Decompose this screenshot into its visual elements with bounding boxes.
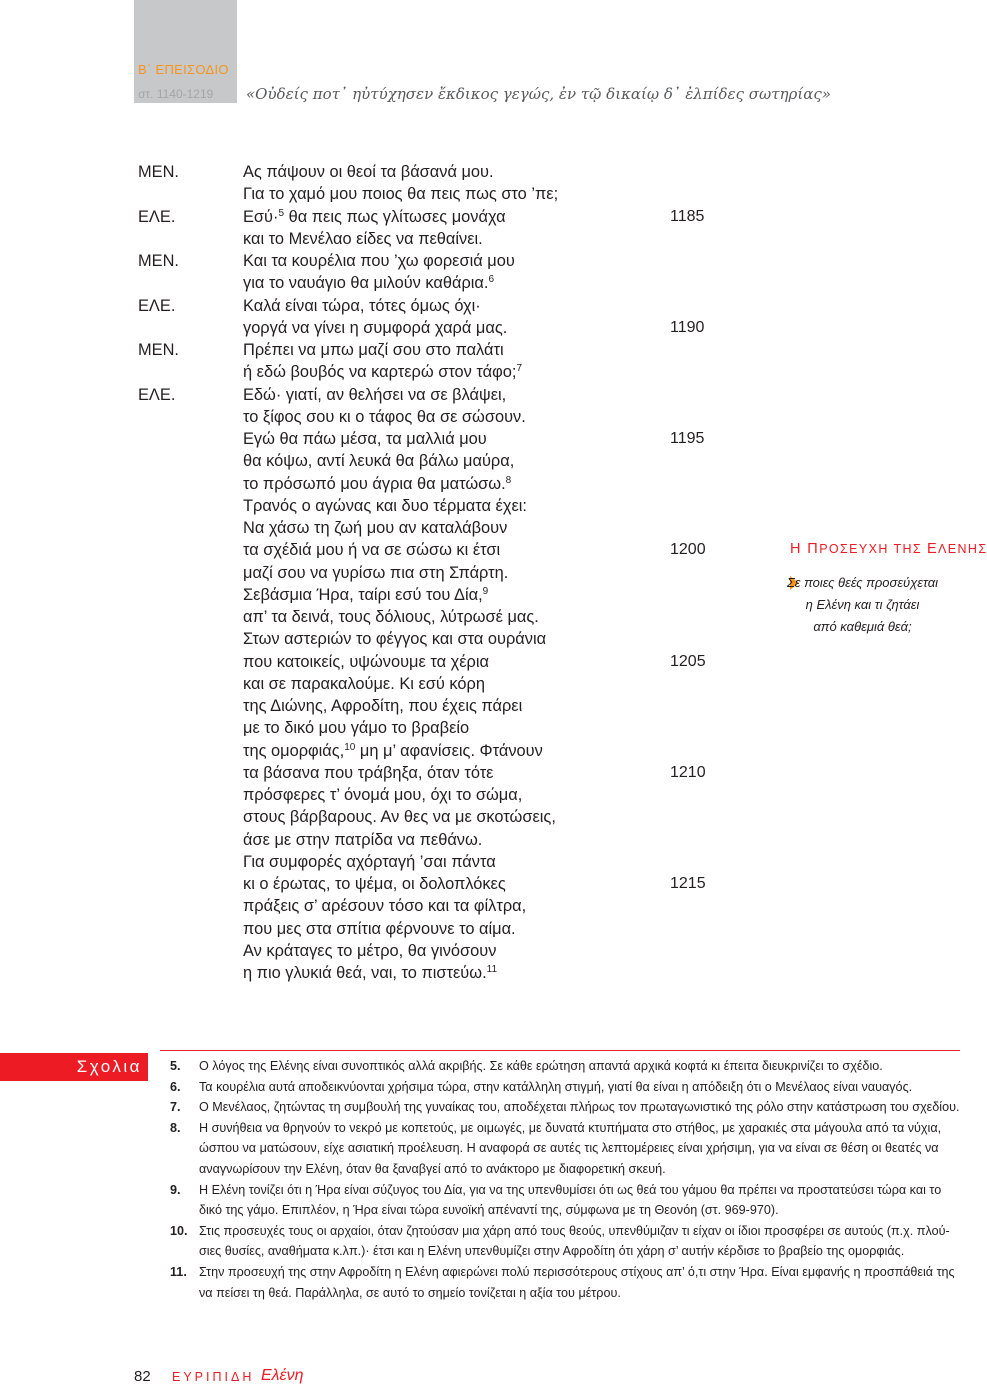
verse-text-main: απ’ τα δεινά, τους δόλιους, λύτρωσέ μας. [243, 608, 539, 626]
verse-line [0, 317, 760, 339]
footer-title: Ελένη [261, 1367, 304, 1384]
verse-text-main: με το δικό μου γάμο το βραβείο [243, 719, 470, 738]
verse-text-line [243, 962, 497, 984]
verse-text-line [243, 161, 494, 183]
verse-text-line [243, 539, 500, 561]
verse-text-line [243, 361, 522, 383]
verse-line-number: 1185 [670, 207, 705, 225]
verse-text-line [243, 183, 558, 205]
verse-text-main: πράξεις σ’ αρέσουν τόσο και τα φίλτρα, [243, 897, 527, 916]
sidebar-question [760, 572, 965, 638]
verse-text-line [243, 895, 526, 917]
verse-line [0, 517, 760, 539]
verse-text-main: Να χάσω τη ζωή μου αν καταλάβουν [243, 519, 508, 537]
verse-text-main: θα κόψω, αντί λευκά θα βάλω μαύρα, [243, 452, 515, 471]
verse-text-line [243, 717, 469, 739]
scholia-note-line [0, 1221, 960, 1242]
verse-text-main: κι ο έρωτας, το ψέμα, οι δολοπλόκες [243, 875, 506, 893]
verse-text-line [243, 829, 482, 851]
verse-text-main: Εγώ θα πάω μέσα, τα μαλλιά μου [243, 430, 487, 448]
note-number: 7. [170, 1100, 181, 1115]
note-text: να πείσει τη θεά. Παράλληλα, σε αυτό το σημείο τονίζεται η αξία του μέτρου. [199, 1285, 621, 1300]
note-text: Στις προσευχές τους οι αρχαίοι, όταν ζητούσαν μια χάρη από τους θεούς, υπενθύμιζαν τι είχαν οι ίδιοι προσφέρει σε αυτούς (π.χ. πλού- [199, 1223, 950, 1238]
verse-text-line [243, 740, 543, 762]
verse-text-main: η πιο γλυκιά θεά, ναι, το πιστεύω. [243, 964, 487, 982]
verse-text-line [243, 918, 516, 940]
verse-text-main: και σε παρακαλούμε. Κι εσύ κόρη [243, 674, 485, 693]
verse-text-line [243, 250, 515, 272]
verse-line [0, 584, 760, 606]
verse-line-number: 1205 [670, 652, 706, 670]
verse-line-number: 1190 [670, 318, 705, 336]
verse-line [0, 161, 760, 183]
verse-text-main: το ξίφος σου κι ο τάφος θα σε σώσουν. [243, 407, 526, 426]
verse-text-main: Εσύ· [243, 207, 279, 226]
verse-line [0, 495, 760, 517]
scholia-title: Σχολια [76, 1057, 142, 1076]
sidebar-heading-part: Ε [926, 541, 939, 557]
footnote-marker: 7 [516, 363, 523, 375]
verse-line [0, 361, 760, 383]
verse-text-main: το πρόσωπό μου άγρια θα ματώσω. [243, 474, 506, 493]
verse-text-main: στους βάρβαρους. Αν θες να με σκοτώσεις, [243, 808, 556, 827]
verse-text-main: τα σχέδιά μου ή να σε σώσω κι έτσι [243, 541, 501, 560]
note-text: δικό της γάμο. Επιπλέον, η Ήρα είναι τώρα ευνοϊκή απέναντί της, σύμφωνα με τη Θεονόη (στ. 969-970). [199, 1203, 779, 1218]
verse-text-line [243, 628, 546, 650]
note-text: Τα κουρέλια αυτά αποδεικνύονται χρήσιμα τώρα, στην κατάλληλη στιγμή, γιατί θα είναι η απόδειξη ότι ο Μενέλαος είναι ναυαγός. [199, 1079, 913, 1094]
verse-text-line [243, 517, 507, 539]
footnote-marker: 9 [482, 585, 489, 597]
verse-text-line [243, 651, 489, 673]
verse-line [0, 384, 760, 406]
scholia-note-line [0, 1200, 960, 1221]
verse-line [0, 428, 760, 450]
verse-text-main: και το Μενέλαο είδες να πεθαίνει. [243, 229, 483, 248]
sidebar-heading-part: ΡΟΣΕΥΧΗ ΤΗΣ [819, 542, 927, 556]
verse-line [0, 918, 760, 940]
speaker-label: ΜΕΝ. [138, 163, 179, 181]
verse-line [0, 717, 760, 739]
verse-text-main: Καλά είναι τώρα, τότες όμως όχι· [243, 296, 481, 315]
footnote-marker: 11 [486, 964, 498, 975]
verse-text-main: Στων αστεριών το φέγγος και στα ουράνια [243, 630, 547, 649]
sidebar-question-line: η Ελένη και τι ζητάει [805, 597, 920, 612]
verse-text-line [243, 450, 514, 472]
speaker-label: ΕΛΕ. [138, 207, 176, 226]
verse-text-line [243, 339, 504, 361]
verse-text-main: Και τα κουρέλια που ’χω φορεσιά μου [243, 252, 515, 270]
episode-label: Β΄ ΕΠΕΙΣΟΔΙΟ [138, 62, 229, 77]
verse-line [0, 606, 760, 628]
verse-line [0, 806, 760, 828]
verse-line [0, 250, 760, 272]
scholia-note-line [0, 1159, 960, 1180]
scholia-note-line [0, 1180, 960, 1201]
scholia-note-line [0, 1097, 960, 1118]
note-number: 5. [170, 1059, 181, 1073]
verse-text-main: Για το χαμό μου ποιος θα πεις πως στο ’πε; [243, 185, 559, 204]
verse-line [0, 962, 760, 984]
note-text: σιες θυσίες, αναθήματα κ.λπ.)· έτσι και η Ελένη υπενθυμίζει στην Αφροδίτη ότι χάρη σ’ αυτήν κέρδισε το βραβείο της ομορφιάς. [199, 1244, 905, 1259]
verse-text-line [243, 695, 522, 717]
sidebar-heading-part: Η [790, 541, 802, 557]
verse-line-number: 1210 [670, 763, 706, 781]
speaker-label: ΕΛΕ. [138, 385, 176, 404]
header-quote: «Οὐδείς ποτ᾽ ηὐτύχησεν ἔκδικος γεγώς, ἐν τῷ δικαίῳ δ᾽ ἐλπίδες σωτηρίας» [246, 85, 831, 103]
verse-range: στ. 1140-1219 [138, 87, 214, 101]
verse-line-number: 1200 [670, 541, 706, 559]
verse-line-number: 1195 [670, 430, 705, 447]
verse-text-main: Σεβάσμια Ήρα, ταίρι εσύ του Δία, [243, 585, 483, 604]
note-number: 10. [170, 1223, 188, 1238]
verse-text-line [243, 584, 488, 606]
verse-line [0, 762, 760, 784]
verse-text-line [243, 784, 522, 806]
verse-text-main: Τρανός ο αγώνας και δυο τέρματα έχει: [243, 496, 527, 515]
verse-text-main: τα βάσανα που τράβηξα, όταν τότε [243, 763, 494, 782]
verse-text-main: Για συμφορές αχόρταγή ’σαι πάντα [243, 852, 496, 871]
verse-text-continuation: μη μ’ αφανίσεις. Φτάνουν [355, 741, 543, 760]
scholia-note-line [0, 1283, 960, 1304]
speaker-label: ΜΕΝ. [138, 341, 179, 359]
scholia-note-line [0, 1077, 960, 1098]
verse-text-line [243, 473, 511, 495]
verse-text-line [243, 762, 494, 784]
footnote-marker: 5 [278, 207, 285, 219]
scholia-note-line [0, 1138, 960, 1159]
note-text: Ο λόγος της Ελένης είναι συνοπτικός αλλά ακριβής. Σε κάθε ερώτηση απαντά αρχικά κοφτά κι έπειτα διευκρινίζει το σχέδιο. [199, 1059, 883, 1073]
note-number: 9. [170, 1182, 181, 1197]
verse-line [0, 339, 760, 361]
scholia-note-line [0, 1241, 960, 1262]
speaker-label: ΕΛΕ. [138, 296, 176, 315]
verse-line [0, 539, 760, 561]
page-number: 82 [134, 1368, 151, 1385]
verse-text-main: Αν κράταγες το μέτρο, θα γινόσουν [243, 941, 497, 960]
verse-text-main: που μες στα σπίτια φέρνουνε το αίμα. [243, 919, 516, 938]
verse-text-main: της Διώνης, Αφροδίτη, που έχεις πάρει [243, 697, 523, 715]
scholia-divider [160, 1050, 960, 1051]
sidebar-question-line: Σε ποιες θεές προσεύχεται [787, 575, 938, 590]
verse-text-main: μαζί σου να γυρίσω πια στη Σπάρτη. [243, 563, 509, 582]
verse-text-line [243, 428, 487, 450]
verse-text-line [243, 206, 506, 228]
verse-text-line [243, 495, 527, 517]
note-text: Η Ελένη τονίζει ότι η Ήρα είναι σύζυγος του Δία, για να της υπενθυμίσει ότι ως θεά του γάμου θα πρέπει να προστατεύσει τώρα και το [199, 1182, 942, 1197]
verse-line [0, 784, 760, 806]
note-text: Η συνήθεια να θρηνούν το νεκρό με κοπετούς, με οιμωγές, με δυνατά κτυπήματα στο στήθος, με χαρακιές στα μάγουλα από τα νύχια, [199, 1120, 942, 1135]
verse-line-number: 1215 [670, 875, 706, 892]
verse-text-line [243, 562, 508, 584]
speaker-label: ΜΕΝ. [138, 252, 179, 270]
sidebar-heading [790, 541, 987, 557]
verse-text-line [243, 317, 507, 339]
verse-text-line [243, 228, 483, 250]
verse-text-line [243, 272, 494, 294]
verse-line [0, 873, 760, 895]
sidebar-question-line: από καθεμιά θεά; [813, 619, 912, 634]
verse-text-main: Πρέπει να μπω μαζί σου στο παλάτι [243, 341, 504, 359]
sidebar-heading-part: Π [801, 541, 820, 557]
verse-line [0, 562, 760, 584]
verse-text-main: για το ναυάγιο θα μιλούν καθάρια. [243, 274, 489, 293]
verse-text-line [243, 384, 506, 406]
footer-author: ΕΥΡΙΠΙΔΗ [172, 1370, 255, 1384]
footnote-marker: 8 [505, 474, 512, 486]
verse-line [0, 473, 760, 495]
verse-text-main: Εδώ· γιατί, αν θελήσει να σε βλάψει, [243, 385, 507, 404]
verse-line [0, 272, 760, 294]
verse-line [0, 829, 760, 851]
verse-line [0, 673, 760, 695]
verse-text-line [243, 940, 496, 962]
verse-text-line [243, 806, 556, 828]
verse-line [0, 450, 760, 472]
scholia-note-line [0, 1118, 960, 1139]
verse-line [0, 228, 760, 250]
verse-line [0, 940, 760, 962]
verse-line [0, 851, 760, 873]
verse-line [0, 651, 760, 673]
verse-line [0, 406, 760, 428]
verse-text-line [243, 673, 485, 695]
verse-text-main: Ας πάψουν οι θεοί τα βάσανά μου. [243, 163, 494, 181]
verse-text-main: πρόσφερες τ’ όνομά μου, όχι το σώμα, [243, 786, 523, 804]
note-text: αναγνωρίσουν την Ελένη, όταν θα ξαναβγεί από το ανάκτορο με διαφορετική σκευή. [199, 1162, 666, 1176]
verse-line [0, 895, 760, 917]
verse-line [0, 695, 760, 717]
scholia-note-line [0, 1262, 960, 1283]
note-number: 6. [170, 1079, 181, 1094]
verse-text-line [243, 873, 506, 895]
verse-text-continuation: θα πεις πως γλίτωσες μονάχα [284, 207, 506, 226]
footnote-marker: 10 [344, 741, 356, 753]
verse-line [0, 740, 760, 762]
verse-text-line [243, 851, 496, 873]
sidebar-heading-part: ΛΕΝΗΣ [938, 542, 987, 556]
note-text: Ο Μενέλαος, ζητώντας τη συμβουλή της γυναίκας του, αποδέχεται πλήρως τον πρωταγωνιστικό της ρόλο στην κατάστρωση του σχεδίου. [199, 1100, 960, 1115]
verse-line [0, 183, 760, 205]
note-text: Στην προσευχή της στην Αφροδίτη η Ελένη αφιερώνει πολύ περισσότερους στίχους απ’ ό,τι στην Ήρα. Είναι εμφανής η προσπάθειά της [199, 1265, 955, 1279]
note-number: 8. [170, 1120, 181, 1135]
scholia-note-line [0, 1056, 960, 1077]
verse-text-main: που κατοικείς, υψώνουμε τα χέρια [243, 652, 489, 671]
verse-text-line [243, 606, 539, 628]
verse-text-main: της ομορφιάς, [243, 741, 345, 760]
note-text: ώσπου να ματώσουν, είχε ασιατική προέλευση. Η αναφορά σε αυτές τις λεπτομέρειες είναι χρήσιμη, για να είναι σε θέση οι θεατές να [199, 1141, 939, 1156]
note-number: 11. [170, 1265, 187, 1279]
verse-text-main: γοργά να γίνει η συμφορά χαρά μας. [243, 318, 508, 337]
footnote-marker: 6 [488, 274, 495, 286]
verse-text-main: άσε με στην πατρίδα να πεθάνω. [243, 830, 483, 849]
verse-text-main: ή εδώ βουβός να καρτερώ στον τάφο; [243, 363, 517, 382]
verse-line [0, 295, 760, 317]
verse-line [0, 628, 760, 650]
verse-line [0, 206, 760, 228]
verse-text-line [243, 295, 481, 317]
verse-text-line [243, 406, 526, 428]
